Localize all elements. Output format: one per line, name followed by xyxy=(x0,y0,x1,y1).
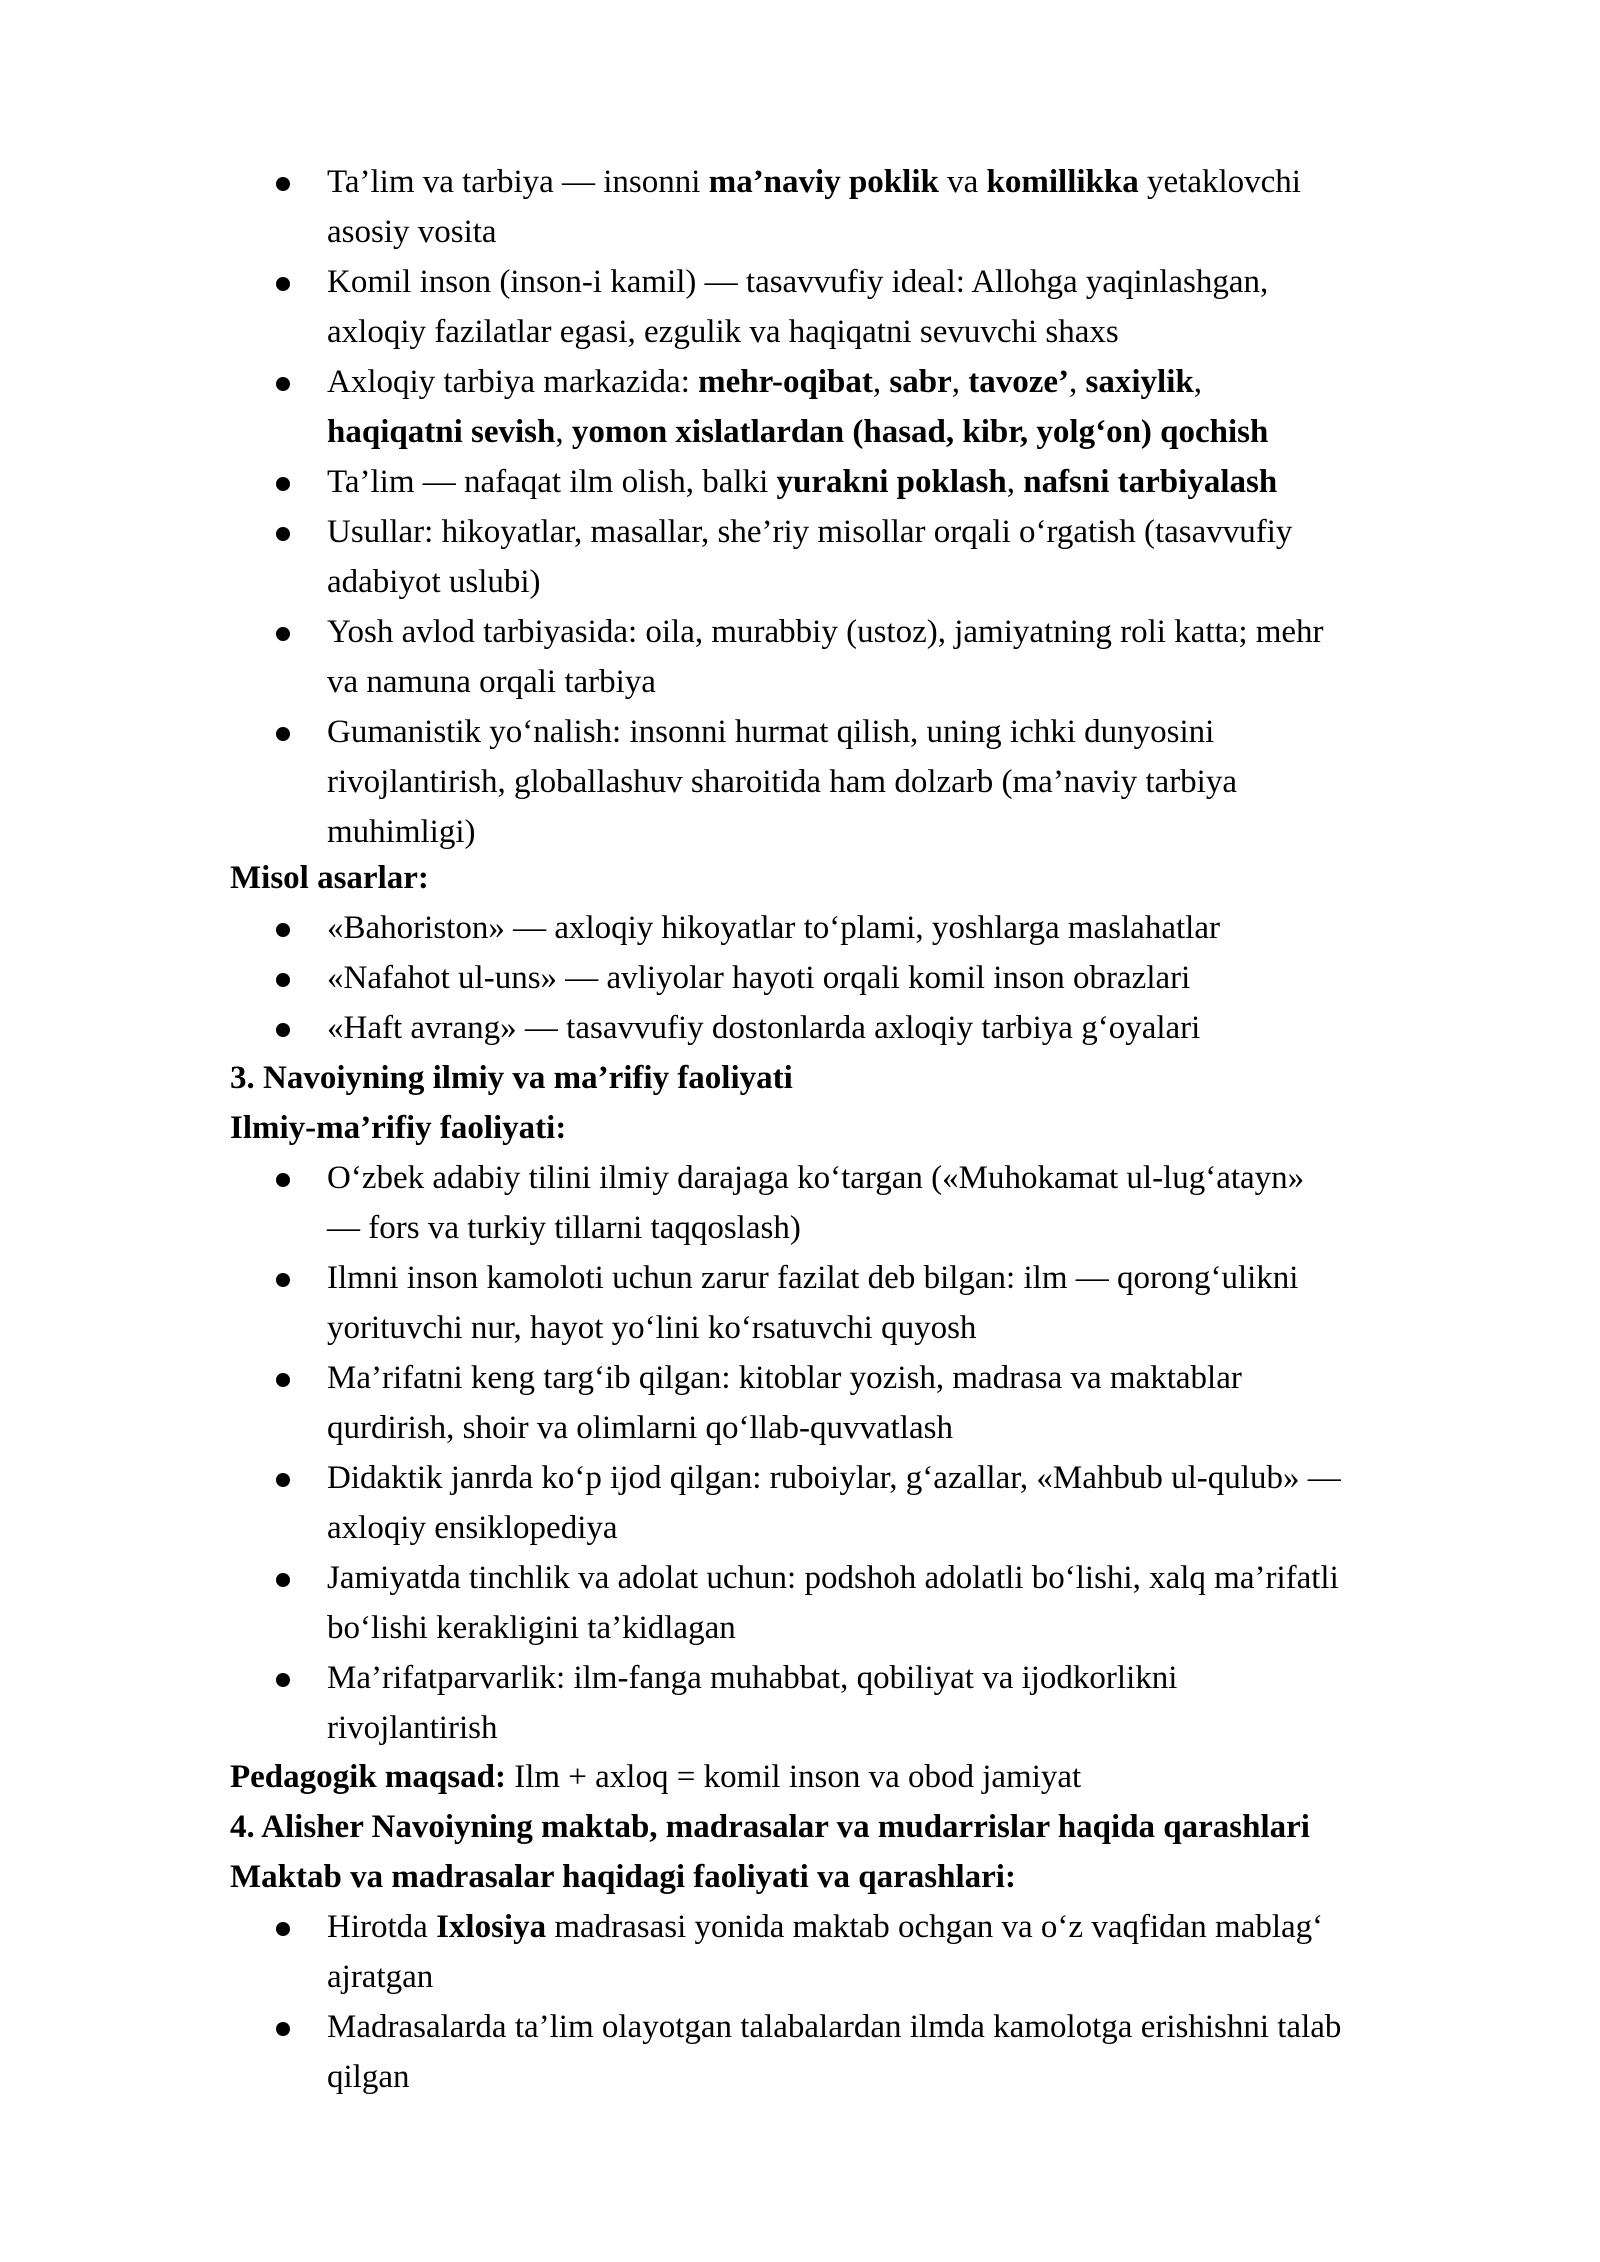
list-item-line: yorituvchi nur, hayot yo‘lini ko‘rsatuvchi quyosh xyxy=(327,1310,977,1346)
list-item xyxy=(327,1253,1298,1353)
bullet-icon xyxy=(276,527,290,541)
list-item-line: asosiy vosita xyxy=(327,214,497,250)
bold-term: saxiylik xyxy=(1085,364,1194,400)
bold-term: Ixlosiya xyxy=(436,1909,547,1945)
list-item-line: axloqiy fazilatlar egasi, ezgulik va haqiqatni sevuvchi shaxs xyxy=(327,314,1119,350)
bold-term: haqiqatni sevish xyxy=(327,414,556,450)
section-3-heading: 3. Navoiyning ilmiy va ma’rifiy faoliyati xyxy=(230,1060,793,1096)
list-item xyxy=(327,1003,1200,1053)
list-item xyxy=(327,1653,1177,1753)
bullet-icon xyxy=(276,1173,290,1187)
list-item xyxy=(327,357,1268,457)
list-item xyxy=(327,2002,1341,2102)
pedagogik-label: Pedagogik maqsad: xyxy=(230,1759,506,1795)
bold-term: yomon xislatlardan (hasad, kibr, yolg‘on) qochish xyxy=(571,414,1269,450)
bullet-icon xyxy=(276,1573,290,1587)
section-4-heading: 4. Alisher Navoiyning maktab, madrasalar va mudarrislar haqida qarashlari xyxy=(230,1809,1310,1845)
list-item xyxy=(327,507,1292,607)
bullet-icon xyxy=(276,1473,290,1487)
bullet-icon xyxy=(276,177,290,191)
list-item-line: O‘zbek adabiy tilini ilmiy darajaga ko‘targan («Muhokamat ul-lug‘atayn» xyxy=(327,1160,1305,1196)
section-4-subheading: Maktab va madrasalar haqidagi faoliyati va qarashlari: xyxy=(230,1859,1016,1895)
list-item xyxy=(327,707,1237,857)
bullet-icon xyxy=(276,627,290,641)
list-item-line: Yosh avlod tarbiyasida: oila, murabbiy (ustoz), jamiyatning roli katta; mehr xyxy=(327,614,1324,650)
pedagogik-text: Ilm + axloq = komil inson va obod jamiyat xyxy=(505,1759,1082,1795)
bold-term: komillikka xyxy=(986,164,1139,200)
list-item xyxy=(327,157,1301,257)
list-item-line: — fors va turkiy tillarni taqqoslash) xyxy=(327,1210,801,1246)
bullet-icon xyxy=(276,1922,290,1936)
bullet-icon xyxy=(276,1023,290,1037)
list-item-line: va namuna orqali tarbiya xyxy=(327,664,656,700)
list-item-line: «Bahoriston» — axloqiy hikoyatlar to‘plami, yoshlarga maslahatlar xyxy=(327,910,1220,946)
list-item xyxy=(327,953,1190,1003)
list-item-line: axloqiy ensiklopediya xyxy=(327,1510,618,1546)
list-item-line: adabiyot uslubi) xyxy=(327,564,541,600)
list-item-line: Ma’rifatni keng targ‘ib qilgan: kitoblar yozish, madrasa va maktablar xyxy=(327,1360,1242,1396)
list-item xyxy=(327,257,1268,357)
bullet-icon xyxy=(276,1273,290,1287)
list-item-line: muhimligi) xyxy=(327,814,476,850)
list-item xyxy=(327,1153,1304,1253)
list-item-line: rivojlantirish xyxy=(327,1710,498,1746)
bullet-icon xyxy=(276,923,290,937)
bullet-icon xyxy=(276,477,290,491)
list-item-line: Usullar: hikoyatlar, masallar, she’riy misollar orqali o‘rgatish (tasavvufiy xyxy=(327,514,1293,550)
list-item-line: qilgan xyxy=(327,2059,410,2095)
list-item xyxy=(327,1902,1323,2002)
list-item xyxy=(327,1553,1339,1653)
bullet-icon xyxy=(276,1673,290,1687)
bold-term: yurakni poklash xyxy=(776,464,1007,500)
list-item-line: Axloqiy tarbiya markazida: mehr-oqibat, sabr, tavoze’, saxiylik, xyxy=(327,364,1202,400)
bullet-icon xyxy=(276,1373,290,1387)
list-item-line: rivojlantirish, globallashuv sharoitida ham dolzarb (ma’naviy tarbiya xyxy=(327,764,1237,800)
list-item-line: Didaktik janrda ko‘p ijod qilgan: ruboiylar, g‘azallar, «Mahbub ul-qulub» — xyxy=(327,1460,1341,1496)
section-3-subheading: Ilmiy-ma’rifiy faoliyati: xyxy=(230,1110,567,1146)
misol-heading: Misol asarlar: xyxy=(230,860,429,896)
bullet-icon xyxy=(276,727,290,741)
bullet-icon xyxy=(276,2022,290,2036)
list-item-line: haqiqatni sevish, yomon xislatlardan (hasad, kibr, yolg‘on) qochish xyxy=(327,414,1269,450)
list-item-line: bo‘lishi kerakligini ta’kidlagan xyxy=(327,1610,736,1646)
bullet-icon xyxy=(276,973,290,987)
list-item xyxy=(327,1453,1341,1553)
bold-term: mehr-oqibat xyxy=(698,364,873,400)
list-item-line: Hirotda Ixlosiya madrasasi yonida maktab ochgan va o‘z vaqfidan mablag‘ xyxy=(327,1909,1324,1945)
bold-term: ma’naviy poklik xyxy=(708,164,939,200)
bold-term: sabr xyxy=(889,364,952,400)
list-item-line: Madrasalarda ta’lim olayotgan talabalardan ilmda kamolotga erishishni talab xyxy=(327,2009,1342,2045)
bold-term: tavoze’ xyxy=(968,364,1070,400)
list-item-line: ajratgan xyxy=(327,1959,434,1995)
list-item-line: qurdirish, shoir va olimlarni qo‘llab-quvvatlash xyxy=(327,1410,953,1446)
list-item xyxy=(327,457,1277,507)
list-item-line: Gumanistik yo‘nalish: insonni hurmat qilish, uning ichki dunyosini xyxy=(327,714,1215,750)
bullet-icon xyxy=(276,377,290,391)
bullet-icon xyxy=(276,277,290,291)
list-item-line: Ilmni inson kamoloti uchun zarur fazilat deb bilgan: ilm — qorong‘ulikni xyxy=(327,1260,1299,1296)
bold-term: nafsni tarbiyalash xyxy=(1023,464,1278,500)
list-item-line: Ta’lim va tarbiya — insonni ma’naviy poklik va komillikka yetaklovchi xyxy=(327,164,1301,200)
list-item-line: Ta’lim — nafaqat ilm olish, balki yurakni poklash, nafsni tarbiyalash xyxy=(327,464,1278,500)
list-item xyxy=(327,1353,1242,1453)
list-item-line: Jamiyatda tinchlik va adolat uchun: podshoh adolatli bo‘lishi, xalq ma’rifatli xyxy=(327,1560,1339,1596)
list-item-line: «Nafahot ul-uns» — avliyolar hayoti orqali komil inson obrazlari xyxy=(327,960,1191,996)
list-item-line: «Haft avrang» — tasavvufiy dostonlarda axloqiy tarbiya g‘oyalari xyxy=(327,1010,1201,1046)
list-item-line: Ma’rifatparvarlik: ilm-fanga muhabbat, qobiliyat va ijodkorlikni xyxy=(327,1660,1178,1696)
list-item-line: Komil inson (inson-i kamil) — tasavvufiy ideal: Allohga yaqinlashgan, xyxy=(327,264,1269,300)
list-item xyxy=(327,607,1324,707)
list-item xyxy=(327,903,1220,953)
